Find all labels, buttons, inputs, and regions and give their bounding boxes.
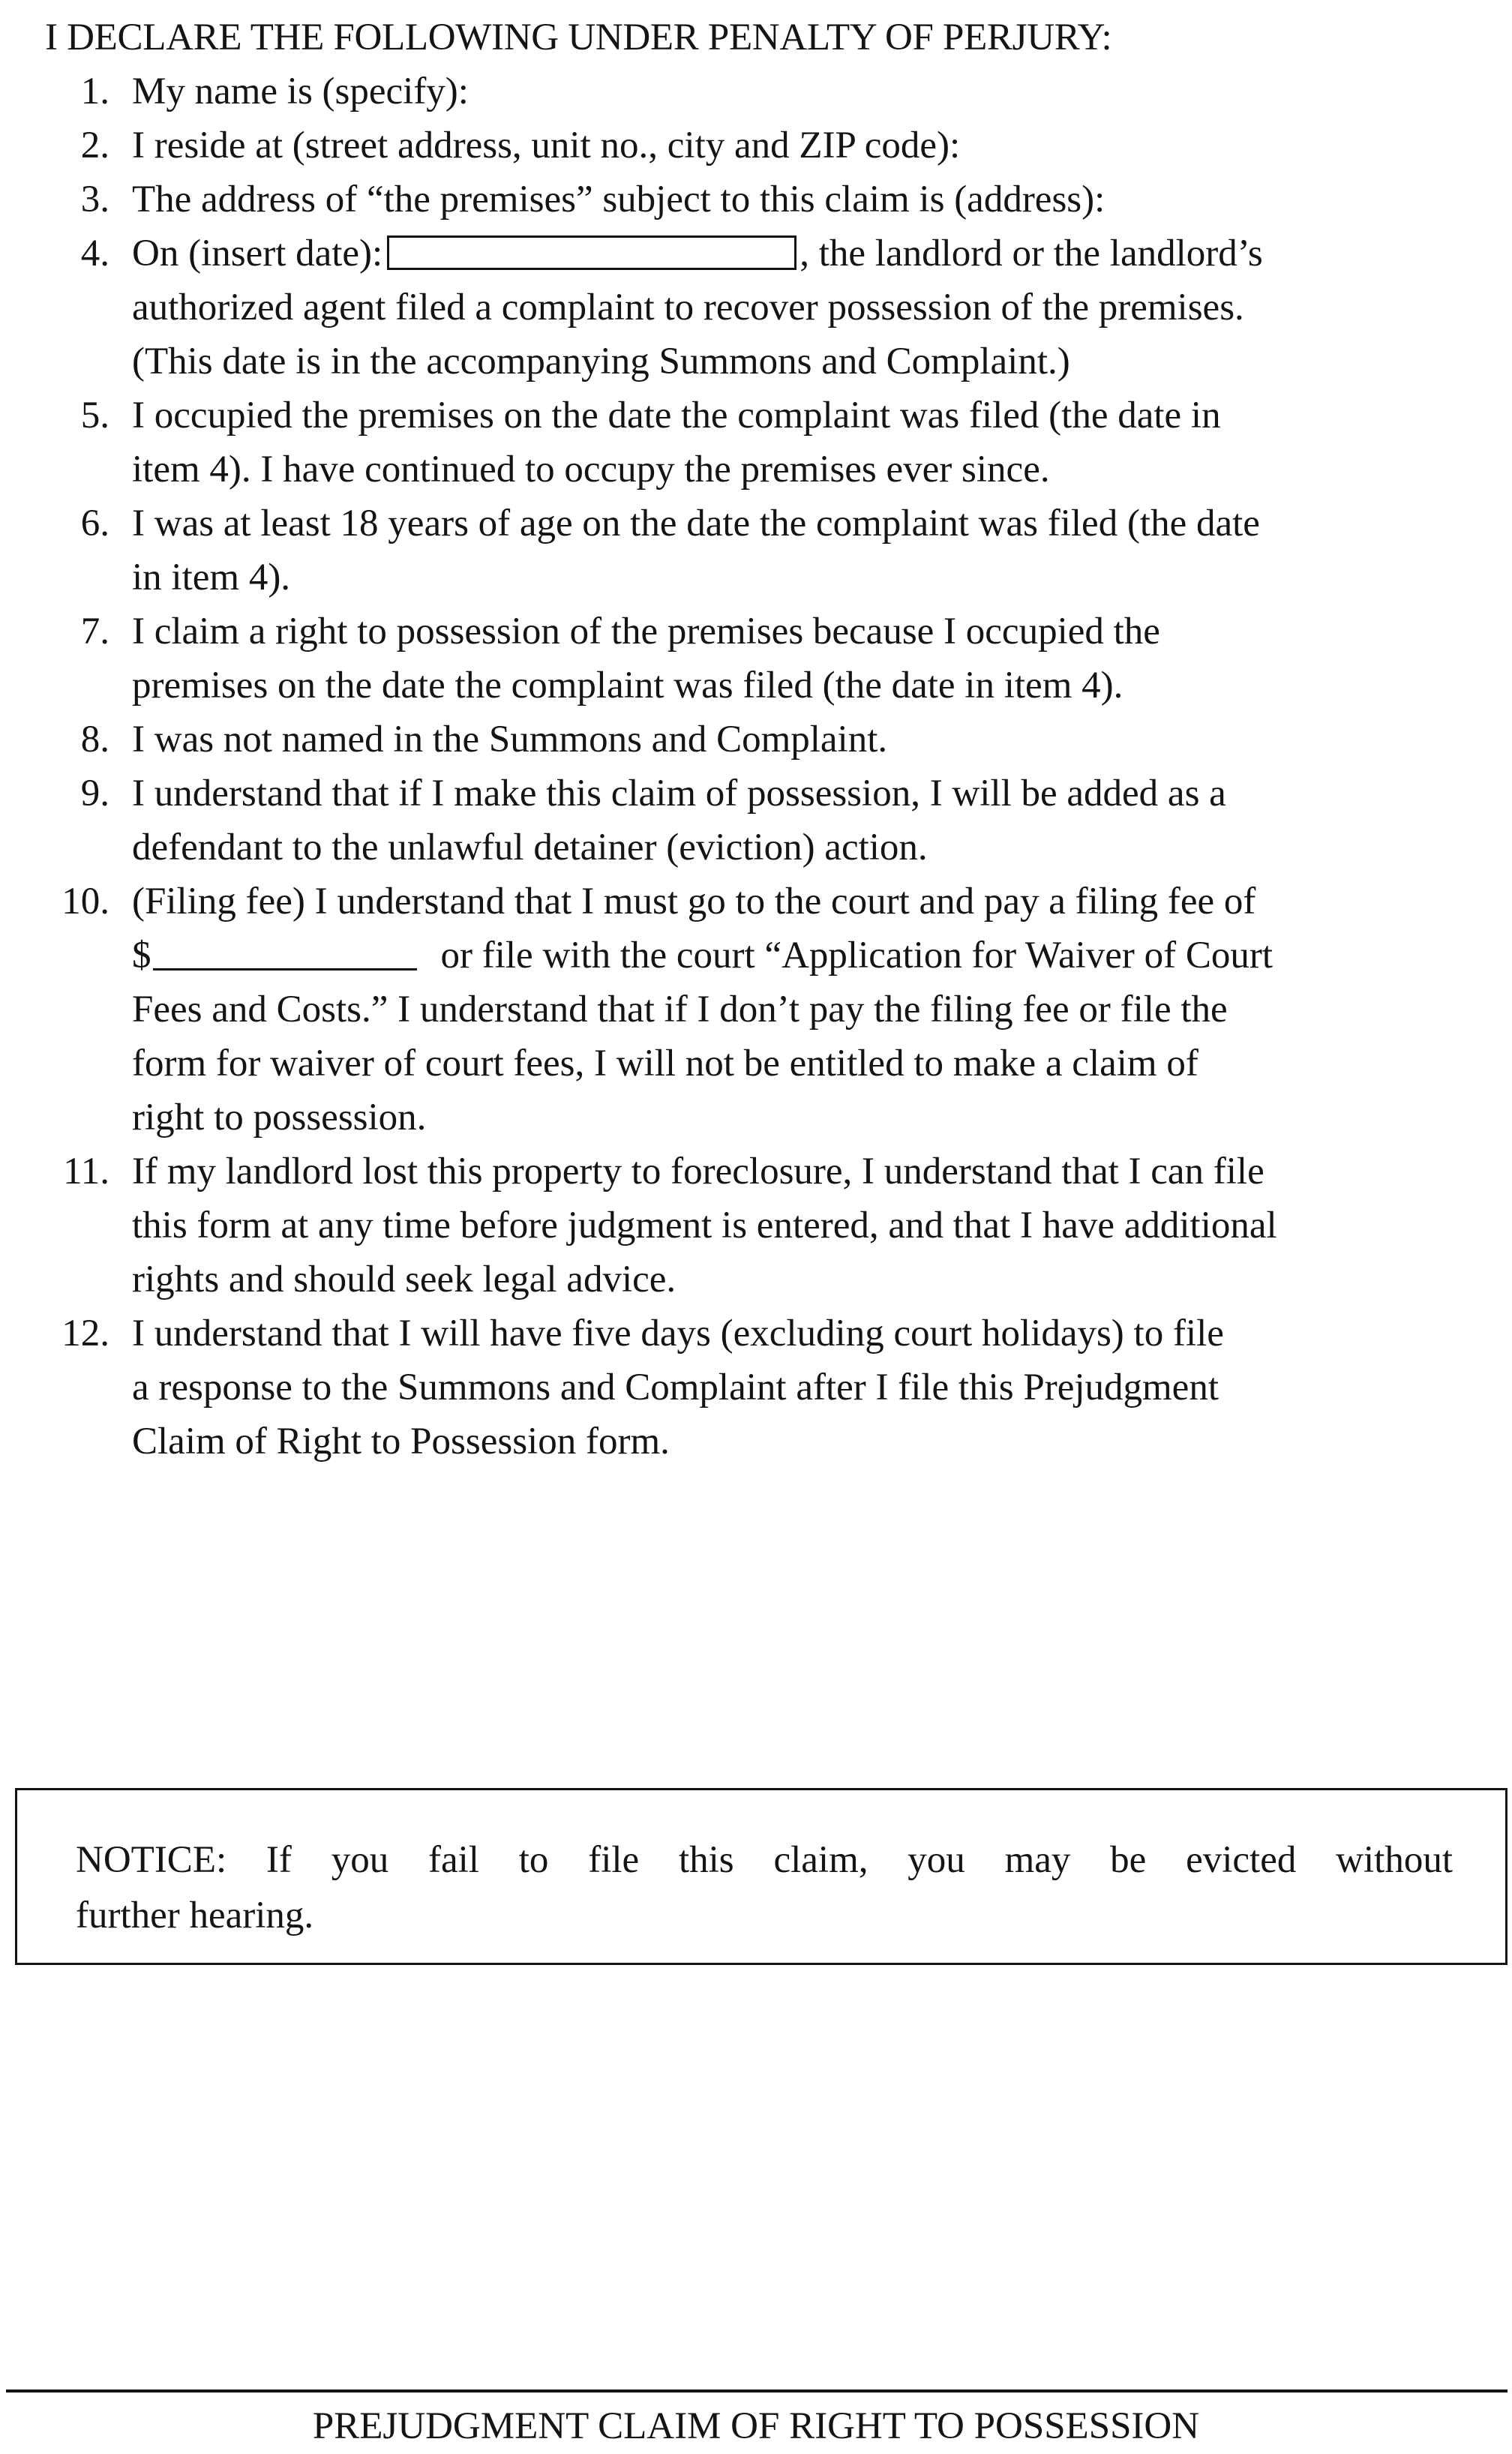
item-4 [45,226,1492,388]
item-7 [45,604,1492,712]
item-text: item 4). I have continued to occupy the premises ever since. [132,448,1050,490]
filing-fee-blank[interactable] [153,935,417,970]
item-text: authorized agent filed a complaint to recover possession of the premises. [132,286,1244,328]
notice-box [15,1788,1508,1965]
item-number: 10. [62,880,110,922]
item-8 [45,712,1492,766]
item-text: rights and should seek legal advice. [132,1258,676,1300]
item-number: 5. [80,394,110,436]
item-line-with-date [132,226,1492,280]
declaration-heading: I DECLARE THE FOLLOWING UNDER PENALTY OF PERJURY: [45,16,1112,58]
form-title: PREJUDGMENT CLAIM OF RIGHT TO POSSESSION [312,2405,1200,2447]
notice-text: further hearing. [76,1894,314,1936]
item-text: I reside at (street address, unit no., city and ZIP code): [132,124,961,166]
item-text: If my landlord lost this property to foreclosure, I understand that I can file [132,1150,1264,1192]
item-text: I claim a right to possession of the premises because I occupied the [132,610,1160,652]
item-number: 4. [80,232,110,274]
item-3 [45,172,1492,226]
item-text: My name is (specify): [132,70,469,112]
item-number: 6. [80,502,110,544]
item-number: 9. [80,772,110,814]
item-text: (Filing fee) I understand that I must go to the court and pay a filing fee of [132,880,1256,922]
item-text: form for waiver of court fees, I will not be entitled to make a claim of [132,1042,1198,1084]
item-text: I understand that if I make this claim of possession, I will be added as a [132,772,1226,814]
item-2 [45,118,1492,172]
item-text: or file with the court “Application for Waiver of Court [440,934,1274,976]
item-12 [45,1306,1492,1468]
item-number: 11. [63,1150,110,1192]
item-text: $ [132,934,152,976]
item-11 [45,1144,1492,1306]
item-6 [45,496,1492,604]
item-text: right to possession. [132,1096,427,1138]
item-text: in item 4). [132,556,291,598]
item-1 [45,64,1492,118]
item-number: 2. [80,124,110,166]
item-text: defendant to the unlawful detainer (eviction) action. [132,826,928,868]
item-text: this form at any time before judgment is entered, and that I have additional [132,1204,1277,1246]
item-number: 12. [62,1312,110,1354]
item-text: premises on the date the complaint was filed (the date in item 4). [132,664,1124,706]
item-text: I occupied the premises on the date the complaint was filed (the date in [132,394,1221,436]
item-text: I was at least 18 years of age on the date the complaint was filed (the date [132,502,1260,544]
item-10 [45,874,1492,1144]
notice-text: NOTICE: If you fail to file this claim, you may be evicted without [76,1839,1453,1881]
item-text: a response to the Summons and Complaint after I file this Prejudgment [132,1366,1219,1408]
item-5 [45,388,1492,496]
item-number: 3. [80,178,110,220]
item-text: Claim of Right to Possession form. [132,1420,670,1462]
item-text: I understand that I will have five days (excluding court holidays) to file [132,1312,1224,1354]
item-text: The address of “the premises” subject to this claim is (address): [132,178,1106,220]
item-number: 7. [80,610,110,652]
declaration-items [45,64,1492,1468]
footer-divider [6,2390,1508,2392]
item-number: 8. [80,718,110,760]
item-text: I was not named in the Summons and Complaint. [132,718,888,760]
item-text: , the landlord or the landlord’s [800,232,1263,274]
item-line-with-fee [132,928,1492,982]
item-text: On (insert date): [132,232,383,274]
date-input-box[interactable] [387,236,796,270]
item-text: Fees and Costs.” I understand that if I don’t pay the filing fee or file the [132,988,1228,1030]
item-number: 1. [80,70,110,112]
item-9 [45,766,1492,874]
item-text: (This date is in the accompanying Summons and Complaint.) [132,340,1070,382]
